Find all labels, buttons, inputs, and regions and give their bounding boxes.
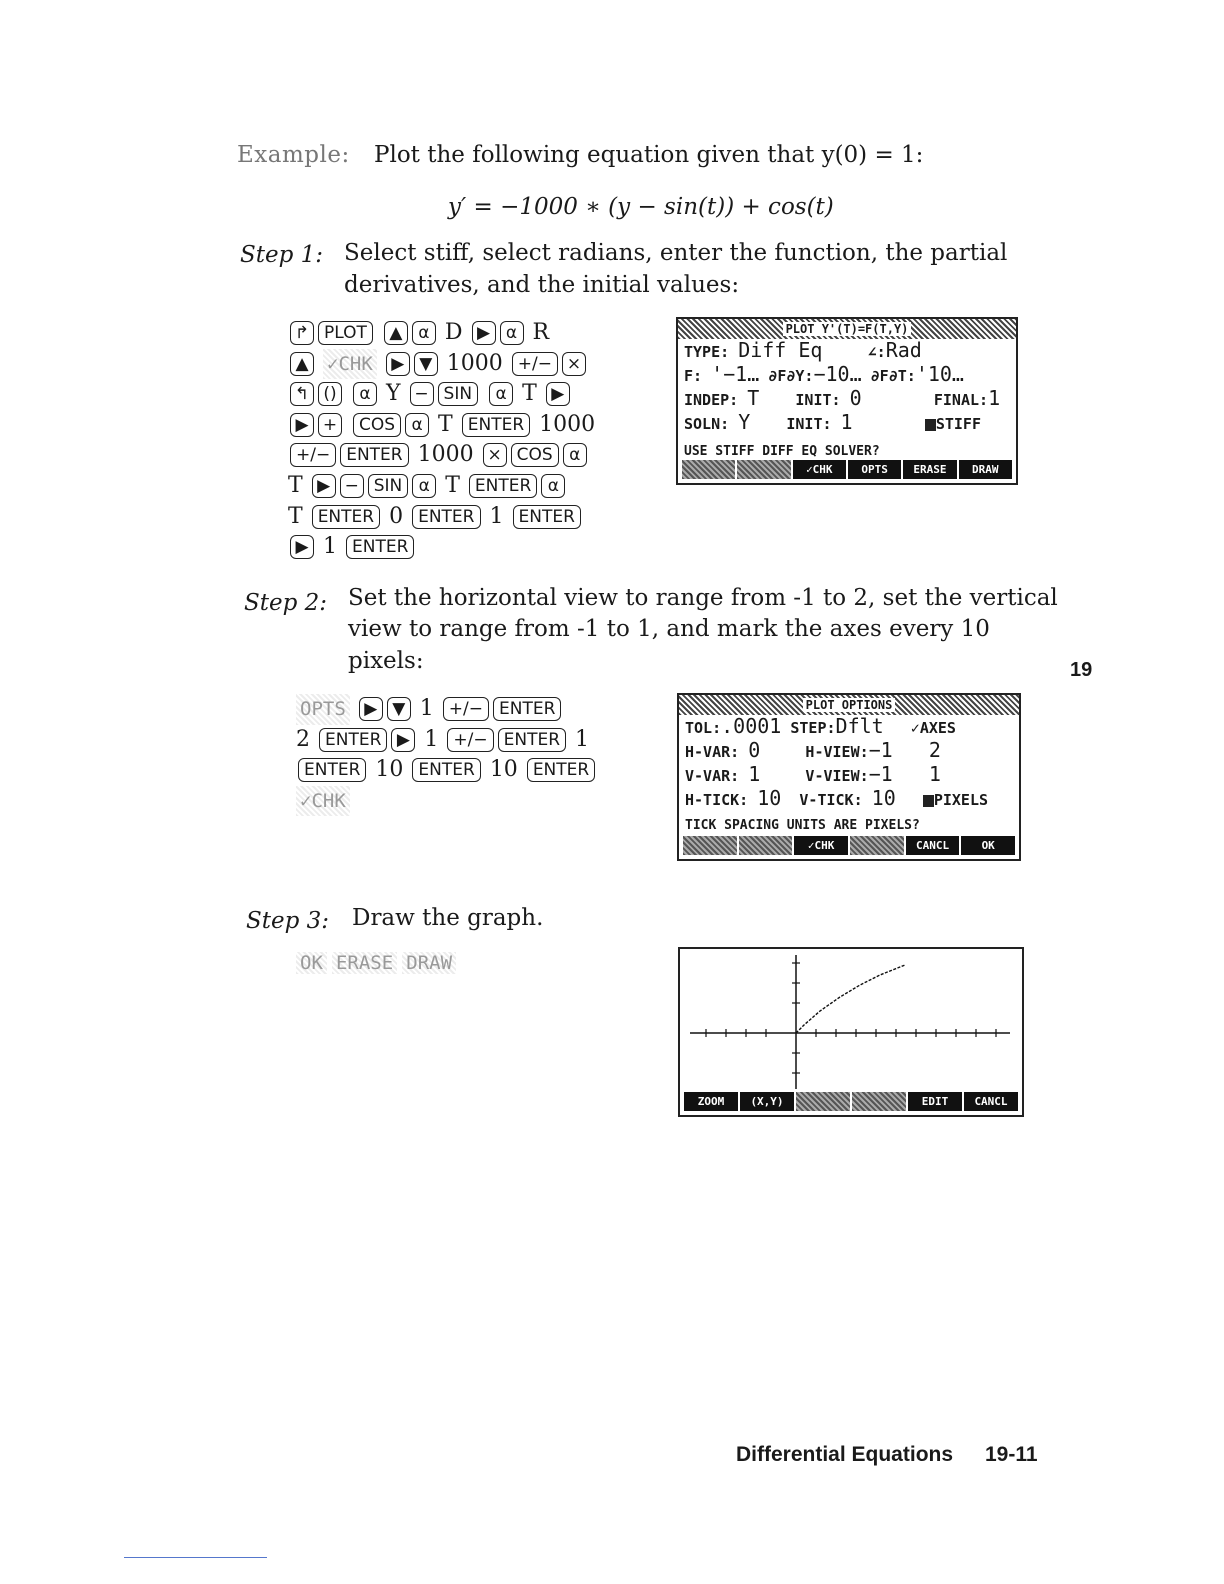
graph-screen <box>678 947 1024 1117</box>
footer-rule <box>124 1557 267 1558</box>
step2-label: Step 2: <box>244 590 328 616</box>
right-arrow-key[interactable]: ▶ <box>312 474 336 498</box>
alpha-key[interactable]: α <box>500 321 524 345</box>
step3-softkeys <box>296 952 456 974</box>
softkey-chk[interactable]: ✓CHK <box>794 836 848 855</box>
softkey-2[interactable] <box>737 460 790 479</box>
softkey-draw[interactable]: DRAW <box>959 460 1012 479</box>
softkey-menu <box>683 836 1015 855</box>
softkey-3[interactable] <box>796 1092 850 1111</box>
enter-key[interactable]: ENTER <box>319 728 387 752</box>
softkey-xy[interactable]: (X,Y) <box>740 1092 794 1111</box>
enter-key[interactable]: ENTER <box>462 413 530 437</box>
footer-chapter: Differential Equations <box>736 1443 954 1466</box>
right-arrow-key[interactable]: ▶ <box>386 352 410 376</box>
down-arrow-key[interactable]: ▼ <box>387 697 411 721</box>
solution-curve <box>796 965 905 1033</box>
step3-text: Draw the graph. <box>352 905 544 931</box>
plusminus-key[interactable]: +/− <box>290 443 336 467</box>
minus-key[interactable]: − <box>410 382 434 406</box>
softkey-zoom[interactable]: ZOOM <box>684 1092 738 1111</box>
step2-text-line2: view to range from -1 to 1, and mark the axes every 10 <box>348 616 990 642</box>
plot-key[interactable]: PLOT <box>318 321 373 345</box>
down-arrow-key[interactable]: ▼ <box>414 352 438 376</box>
softkey-menu <box>682 460 1012 479</box>
alpha-key[interactable]: α <box>405 413 429 437</box>
enter-key[interactable]: ENTER <box>340 443 408 467</box>
plot-graph <box>680 949 1022 1089</box>
ok-softkey[interactable]: OK <box>296 952 327 974</box>
right-arrow-key[interactable]: ▶ <box>359 697 383 721</box>
softkey-1[interactable] <box>682 460 735 479</box>
plot-options-screen: PLOT OPTIONS TOL:.0001 STEP:Dflt ✓AXES H-VAR: 0 H-VIEW:−1 2 V-VAR: 1 V-VIEW:−1 1 H-TICK: 10 V-TICK: 10 PIXELS TICK SPACING UNITS ARE PIXELS? ✓CHK CANCL OK <box>677 693 1021 861</box>
alpha-key[interactable]: α <box>541 474 565 498</box>
plusminus-key[interactable]: +/− <box>443 697 489 721</box>
step1-keystrokes: ↱ PLOT ▲ α D ▶ α R ▲ ✓CHK ▶ ▼ 1000 +/− × ↰ () α Y − SIN α T ▶ ▶ + COS α T ENTER 1000 +/− ENTER 1000 × COS α T ▶ − SIN α T ENTER α T ENTER 0 ENTER 1 ENTER ▶ 1 ENTER <box>288 320 596 560</box>
example-text: Plot the following equation given that y(0) = 1: <box>374 142 924 168</box>
softkey-erase[interactable]: ERASE <box>903 460 956 479</box>
step1-text-line1: Select stiff, select radians, enter the function, the partial <box>344 240 1008 266</box>
sin-key[interactable]: SIN <box>368 474 409 498</box>
plus-key[interactable]: + <box>318 413 342 437</box>
times-key[interactable]: × <box>483 443 507 467</box>
right-arrow-key[interactable]: ▶ <box>472 321 496 345</box>
axes-check-icon: ✓ <box>910 719 920 737</box>
enter-key[interactable]: ENTER <box>513 505 581 529</box>
softkey-menu <box>684 1092 1018 1111</box>
alpha-key[interactable]: α <box>563 443 587 467</box>
softkey-opts[interactable]: OPTS <box>848 460 901 479</box>
right-arrow-key[interactable]: ▶ <box>290 413 314 437</box>
up-arrow-key[interactable]: ▲ <box>384 321 408 345</box>
example-label: Example: <box>237 142 350 168</box>
softkey-2[interactable] <box>739 836 793 855</box>
softkey-edit[interactable]: EDIT <box>908 1092 962 1111</box>
softkey-cancel[interactable]: CANCL <box>964 1092 1018 1111</box>
up-arrow-key[interactable]: ▲ <box>290 352 314 376</box>
cos-key[interactable]: COS <box>353 413 401 437</box>
enter-key[interactable]: ENTER <box>498 728 566 752</box>
enter-key[interactable]: ENTER <box>412 758 480 782</box>
step1-text-line2: derivatives, and the initial values: <box>344 272 740 298</box>
screen-title: PLOT Y'(T)=F(T,Y) <box>678 319 1016 339</box>
right-arrow-key[interactable]: ▶ <box>391 728 415 752</box>
right-shift-key[interactable]: ↱ <box>290 321 314 345</box>
plusminus-key[interactable]: +/− <box>512 352 558 376</box>
step1-label: Step 1: <box>240 242 324 268</box>
right-arrow-key[interactable]: ▶ <box>290 535 314 559</box>
enter-key[interactable]: ENTER <box>527 758 595 782</box>
stiff-checkbox[interactable] <box>925 419 936 431</box>
chk-softkey[interactable]: ✓CHK <box>296 786 350 817</box>
side-tab: 19 <box>1070 659 1093 681</box>
screen-prompt: TICK SPACING UNITS ARE PIXELS? <box>685 818 920 833</box>
minus-key[interactable]: − <box>340 474 364 498</box>
enter-key[interactable]: ENTER <box>493 697 561 721</box>
alpha-key[interactable]: α <box>489 382 513 406</box>
alpha-key[interactable]: α <box>412 474 436 498</box>
cos-key[interactable]: COS <box>511 443 559 467</box>
step3-label: Step 3: <box>246 908 330 934</box>
step2-text-line3: pixels: <box>348 648 424 674</box>
softkey-chk[interactable]: ✓CHK <box>793 460 846 479</box>
softkey-ok[interactable]: OK <box>961 836 1015 855</box>
screen-title: PLOT OPTIONS <box>679 695 1019 715</box>
step2-keystrokes: OPTS ▶ ▼ 1 +/− ENTER 2 ENTER ▶ 1 +/− ENTER 1 ENTER 10 ENTER 10 ENTER ✓CHK <box>296 694 597 816</box>
step2-text-line1: Set the horizontal view to range from -1 to 2, set the vertical <box>348 585 1058 611</box>
plot-setup-screen: PLOT Y'(T)=F(T,Y) TYPE: Diff Eq ∠:Rad F: '−1… ∂F∂Y:−10… ∂F∂T:'10… INDEP: T INIT: 0 FINAL:1 SOLN: Y INIT: 1 STIFF USE STIFF DIFF EQ SOLVER? ✓CHK OPTS ERASE DRAW <box>676 317 1018 485</box>
alpha-key[interactable]: α <box>353 382 377 406</box>
times-key[interactable]: × <box>562 352 586 376</box>
parens-key[interactable]: () <box>318 382 342 406</box>
enter-key[interactable]: ENTER <box>412 505 480 529</box>
chk-softkey[interactable]: ✓CHK <box>323 349 377 380</box>
footer-page: 19-11 <box>985 1443 1038 1466</box>
left-shift-key[interactable]: ↰ <box>290 382 314 406</box>
alpha-key[interactable]: α <box>412 321 436 345</box>
enter-key[interactable]: ENTER <box>312 505 380 529</box>
enter-key[interactable]: ENTER <box>346 535 414 559</box>
sin-key[interactable]: SIN <box>438 382 479 406</box>
screen-prompt: USE STIFF DIFF EQ SOLVER? <box>684 444 880 459</box>
erase-softkey[interactable]: ERASE <box>332 952 397 974</box>
enter-key[interactable]: ENTER <box>469 474 537 498</box>
right-arrow-key[interactable]: ▶ <box>546 382 570 406</box>
softkey-4[interactable] <box>850 836 904 855</box>
pixels-checkbox[interactable] <box>923 795 934 807</box>
softkey-cancel[interactable]: CANCL <box>906 836 960 855</box>
enter-key[interactable]: ENTER <box>298 758 366 782</box>
example-equation: y′ = −1000 ∗ (y − sin(t)) + cos(t) <box>448 194 834 220</box>
softkey-1[interactable] <box>683 836 737 855</box>
softkey-4[interactable] <box>852 1092 906 1111</box>
plusminus-key[interactable]: +/− <box>447 728 493 752</box>
draw-softkey[interactable]: DRAW <box>402 952 456 974</box>
opts-softkey[interactable]: OPTS <box>296 694 350 725</box>
